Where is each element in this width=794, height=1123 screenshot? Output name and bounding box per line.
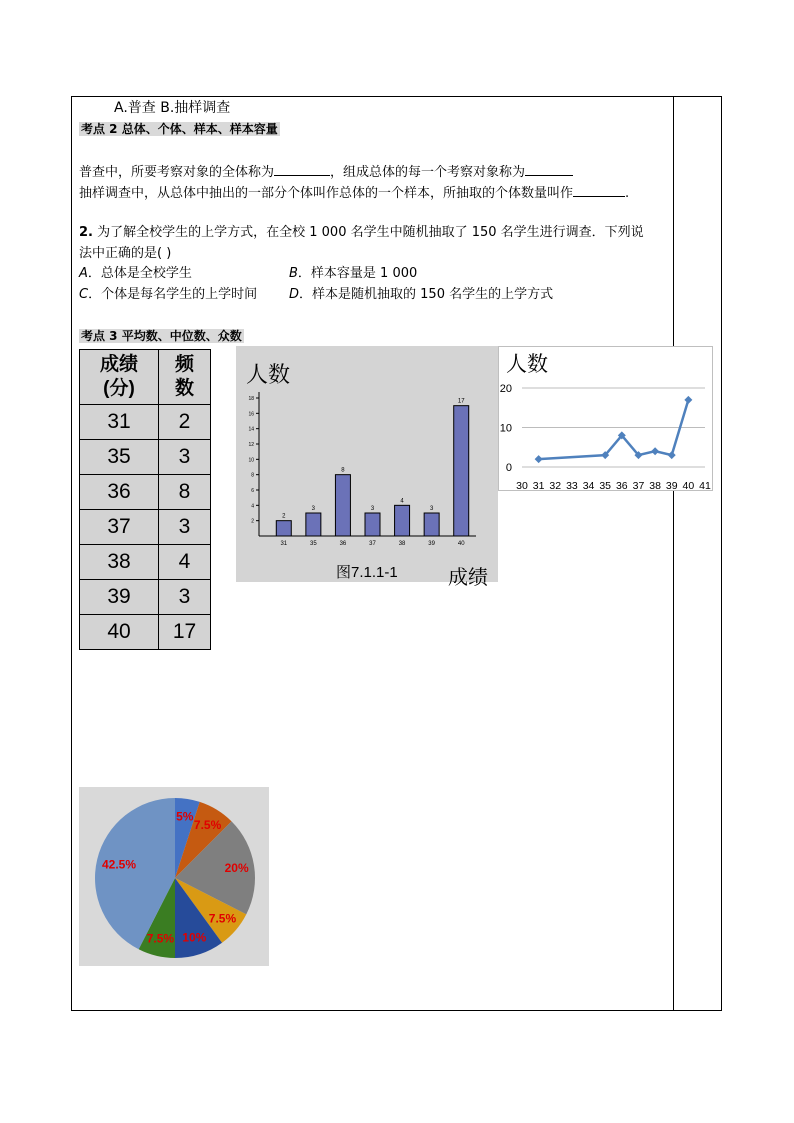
pie-slice-label: 10% bbox=[182, 930, 207, 945]
pie-slice-label: 7.5% bbox=[146, 931, 175, 946]
bar-x-tick-label: 37 bbox=[369, 541, 376, 547]
score-cell: 36 bbox=[80, 475, 159, 510]
score-cell: 38 bbox=[80, 545, 159, 580]
line-x-tick-label: 36 bbox=[615, 480, 628, 492]
bar-x-tick-label: 39 bbox=[428, 541, 435, 547]
bar-y-tick-label: 14 bbox=[248, 426, 254, 433]
bar-y-tick-label: 6 bbox=[251, 488, 254, 494]
bar-chart-ylabel: 人数 bbox=[246, 362, 291, 387]
bar-value-label: 3 bbox=[311, 506, 316, 512]
table-row bbox=[80, 580, 211, 615]
bar-chart bbox=[236, 346, 498, 590]
bar bbox=[424, 513, 439, 536]
question-2-line2: 法中正确的是( ) bbox=[79, 246, 172, 261]
line-chart-ylabel: 人数 bbox=[506, 353, 548, 376]
header-frequency: 频 数 bbox=[159, 350, 211, 405]
question-2-line1: 2. 为了解全校学生的上学方式，在全校 1 000 名学生中随机抽取了 150 名学生进行调查．下列说 bbox=[79, 225, 644, 240]
right-column-divider bbox=[673, 96, 674, 1011]
pie-slice-label: 20% bbox=[224, 861, 249, 876]
pie-slice-label: 5% bbox=[176, 809, 194, 824]
bar-x-tick-label: 36 bbox=[339, 541, 347, 547]
bar-y-tick-label: 16 bbox=[248, 411, 254, 418]
line-x-tick-label: 37 bbox=[632, 480, 645, 492]
score-cell: 35 bbox=[80, 440, 159, 475]
line-x-tick-label: 35 bbox=[599, 480, 612, 492]
bar bbox=[365, 513, 380, 536]
bar-chart-caption: 图7.1.1-1 bbox=[336, 564, 398, 581]
bar-chart-xlabel: 成绩 bbox=[448, 567, 488, 589]
bar-value-label: 17 bbox=[457, 398, 465, 405]
freq-cell: 3 bbox=[159, 580, 211, 615]
score-cell: 31 bbox=[80, 405, 159, 440]
line-x-tick-label: 40 bbox=[682, 480, 695, 492]
freq-cell: 2 bbox=[159, 405, 211, 440]
table-row bbox=[80, 615, 211, 650]
line-sample: 抽样调查中，从总体中抽出的一部分个体叫作总体的一个样本，所抽取的个体数量叫作 . bbox=[79, 186, 630, 201]
line-y-tick-label: 20 bbox=[499, 383, 512, 395]
line-y-tick-label: 10 bbox=[499, 422, 512, 435]
options-line: A.普查 B.抽样调查 bbox=[114, 100, 231, 116]
bar-y-tick-label: 8 bbox=[251, 472, 254, 479]
line-x-tick-label: 32 bbox=[549, 480, 562, 492]
line-chart bbox=[498, 346, 714, 492]
freq-cell: 4 bbox=[159, 545, 211, 580]
header-score: 成绩 (分) bbox=[80, 350, 159, 405]
bar bbox=[335, 475, 350, 536]
bar-value-label: 3 bbox=[370, 506, 375, 512]
bar-value-label: 4 bbox=[400, 498, 404, 505]
line-x-tick-label: 38 bbox=[649, 480, 661, 492]
bar-y-tick-label: 10 bbox=[248, 457, 254, 464]
line-x-tick-label: 30 bbox=[516, 480, 528, 492]
line-x-tick-label: 34 bbox=[582, 480, 595, 492]
score-cell: 39 bbox=[80, 580, 159, 615]
freq-cell: 3 bbox=[159, 440, 211, 475]
line-x-tick-label: 33 bbox=[566, 480, 578, 492]
table-row bbox=[80, 440, 211, 475]
line-y-tick-label: 0 bbox=[505, 462, 512, 474]
bar-y-tick-label: 12 bbox=[248, 442, 254, 448]
bar-value-label: 8 bbox=[341, 467, 345, 474]
bar bbox=[395, 505, 410, 536]
bar-value-label: 2 bbox=[282, 513, 286, 520]
bar-y-tick-label: 2 bbox=[251, 518, 254, 525]
table-row bbox=[80, 510, 211, 545]
line-population: 普查中，所要考察对象的全体称为 ，组成总体的每一个考察对象称为 bbox=[79, 163, 573, 182]
freq-cell: 8 bbox=[159, 475, 211, 510]
score-cell: 40 bbox=[80, 615, 159, 650]
pie-slice-label: 7.5% bbox=[193, 817, 222, 832]
section2-heading: 考点 2 总体、个体、样本、样本容量 bbox=[81, 122, 278, 136]
line-x-tick-label: 41 bbox=[699, 480, 711, 492]
pie-slice-label: 7.5% bbox=[208, 911, 237, 926]
bar bbox=[276, 521, 291, 536]
table-row bbox=[80, 405, 211, 440]
option-c: C．个体是每名学生的上学时间 bbox=[79, 287, 258, 302]
bar-x-tick-label: 38 bbox=[398, 541, 406, 547]
bar-x-tick-label: 35 bbox=[310, 541, 317, 547]
bar-x-tick-label: 31 bbox=[280, 541, 288, 547]
pie-chart bbox=[79, 787, 269, 966]
bar-y-tick-label: 4 bbox=[251, 503, 254, 510]
table-row bbox=[80, 545, 211, 580]
option-b: B．样本容量是 1 000 bbox=[289, 266, 418, 281]
pie-slice-label: 42.5% bbox=[101, 857, 137, 872]
option-a: A．总体是全校学生 bbox=[79, 266, 192, 281]
line-x-tick-label: 31 bbox=[532, 480, 545, 492]
bar-x-tick-label: 40 bbox=[457, 541, 465, 547]
bar-value-label: 3 bbox=[429, 506, 434, 512]
freq-cell: 3 bbox=[159, 510, 211, 545]
score-cell: 37 bbox=[80, 510, 159, 545]
bar bbox=[454, 406, 469, 536]
table-row bbox=[80, 475, 211, 510]
bar bbox=[306, 513, 321, 536]
line-x-tick-label: 39 bbox=[665, 480, 678, 492]
bar-y-tick-label: 18 bbox=[248, 396, 254, 402]
freq-cell: 17 bbox=[159, 615, 211, 650]
frequency-table bbox=[79, 349, 211, 650]
section3-heading: 考点 3 平均数、中位数、众数 bbox=[81, 329, 242, 343]
option-d: D．样本是随机抽取的 150 名学生的上学方式 bbox=[289, 287, 554, 302]
